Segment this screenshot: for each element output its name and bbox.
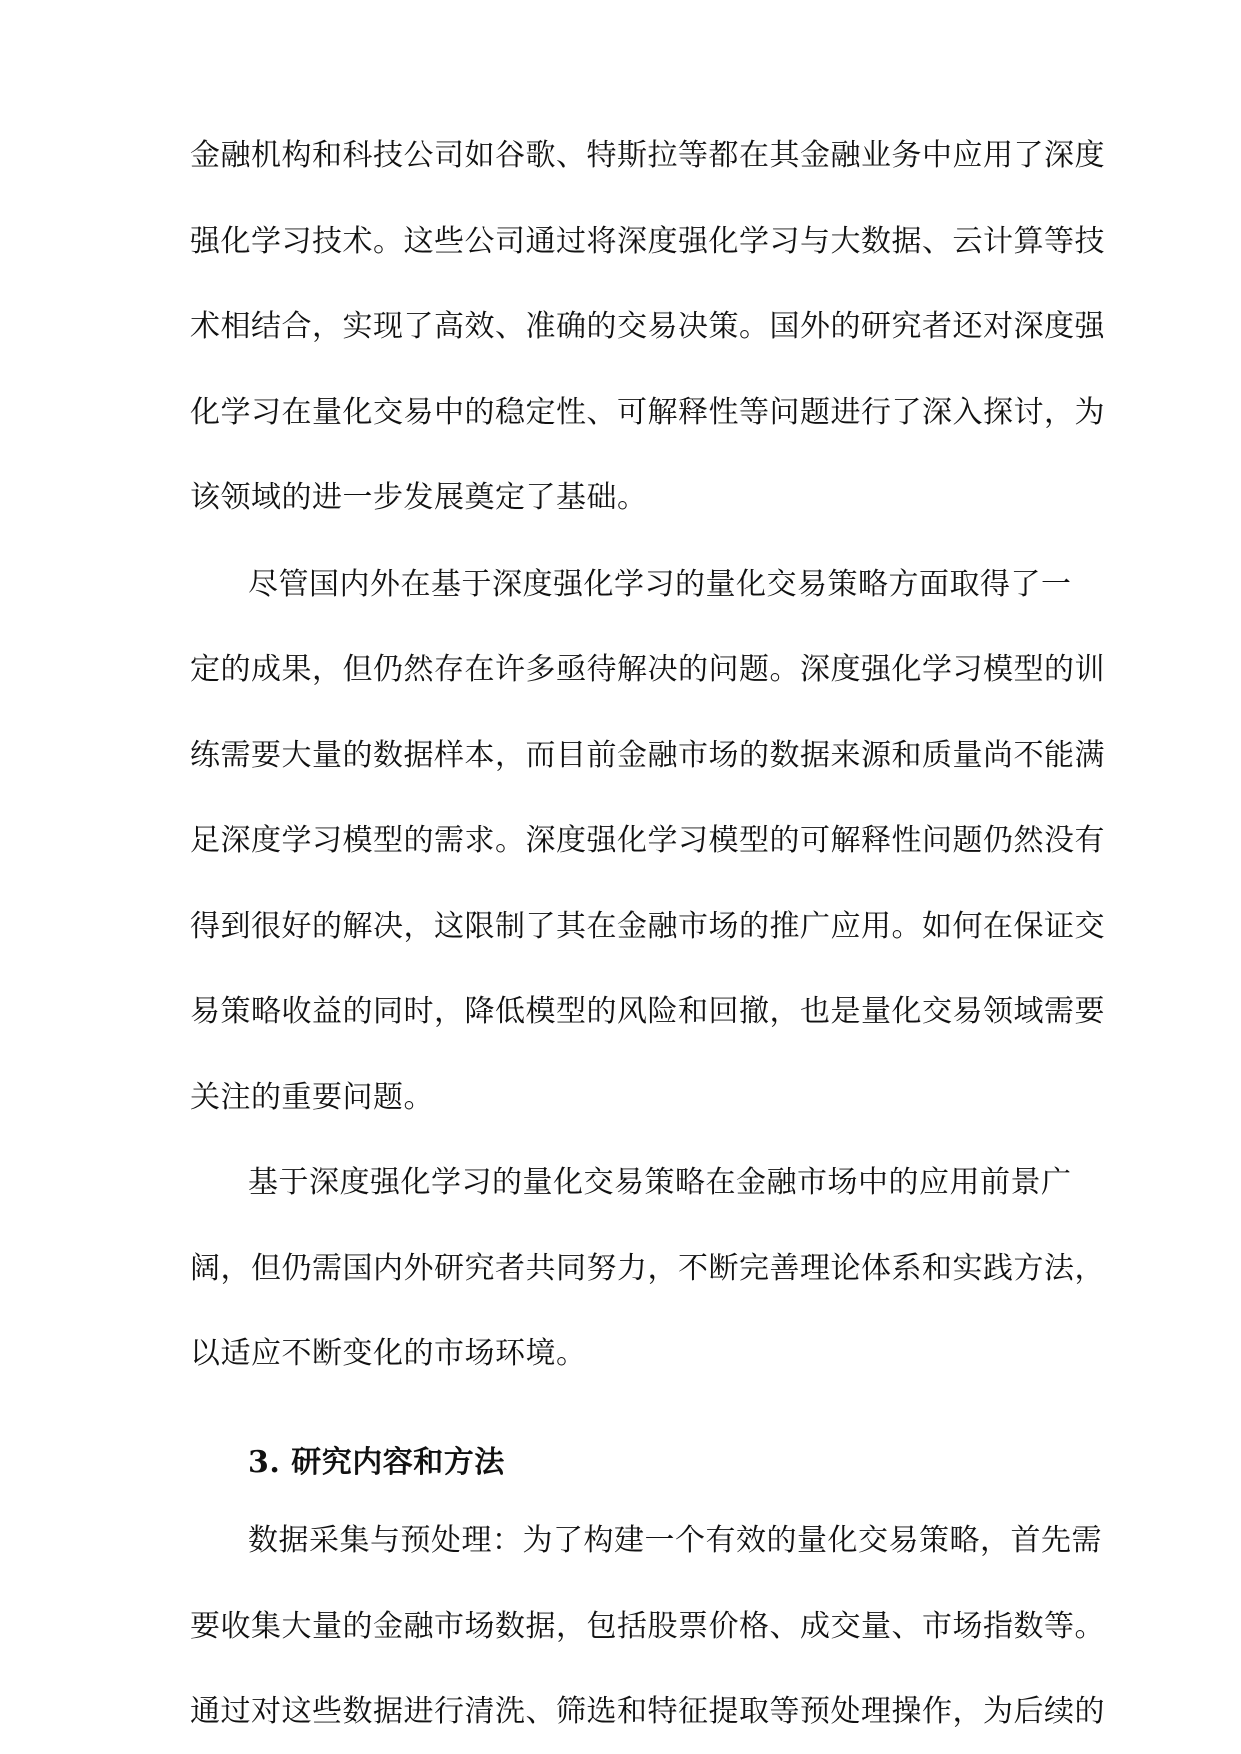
paragraph-line: 强化学习技术。这些公司通过将深度强化学习与大数据、云计算等技	[190, 224, 1105, 259]
paragraph-line: 阔，但仍需国内外研究者共同努力，不断完善理论体系和实践方法，	[190, 1251, 1105, 1286]
paragraph-line: 数据采集与预处理：为了构建一个有效的量化交易策略，首先需	[248, 1523, 1102, 1558]
paragraph-line: 该领域的进一步发展奠定了基础。	[190, 480, 648, 515]
paragraph-line: 通过对这些数据进行清洗、筛选和特征提取等预处理操作，为后续的	[190, 1694, 1105, 1729]
paragraph-line: 金融机构和科技公司如谷歌、特斯拉等都在其金融业务中应用了深度	[190, 138, 1105, 173]
paragraph-line: 化学习在量化交易中的稳定性、可解释性等问题进行了深入探讨，为	[190, 395, 1105, 430]
paragraph-line: 定的成果，但仍然存在许多亟待解决的问题。深度强化学习模型的训	[190, 652, 1105, 687]
section-heading: 3. 研究内容和方法	[248, 1445, 505, 1480]
paragraph-line: 基于深度强化学习的量化交易策略在金融市场中的应用前景广	[248, 1165, 1072, 1200]
paragraph-line: 尽管国内外在基于深度强化学习的量化交易策略方面取得了一	[248, 567, 1072, 602]
paragraph-line: 术相结合，实现了高效、准确的交易决策。国外的研究者还对深度强	[190, 309, 1105, 344]
paragraph-line: 易策略收益的同时，降低模型的风险和回撤，也是量化交易领域需要	[190, 994, 1105, 1029]
paragraph-line: 练需要大量的数据样本，而目前金融市场的数据来源和质量尚不能满	[190, 738, 1105, 773]
paragraph-line: 得到很好的解决，这限制了其在金融市场的推广应用。如何在保证交	[190, 909, 1105, 944]
paragraph-line: 要收集大量的金融市场数据，包括股票价格、成交量、市场指数等。	[190, 1609, 1105, 1644]
paragraph-line: 关注的重要问题。	[190, 1080, 434, 1115]
paragraph-line: 以适应不断变化的市场环境。	[190, 1336, 587, 1371]
paragraph-line: 足深度学习模型的需求。深度强化学习模型的可解释性问题仍然没有	[190, 823, 1105, 858]
